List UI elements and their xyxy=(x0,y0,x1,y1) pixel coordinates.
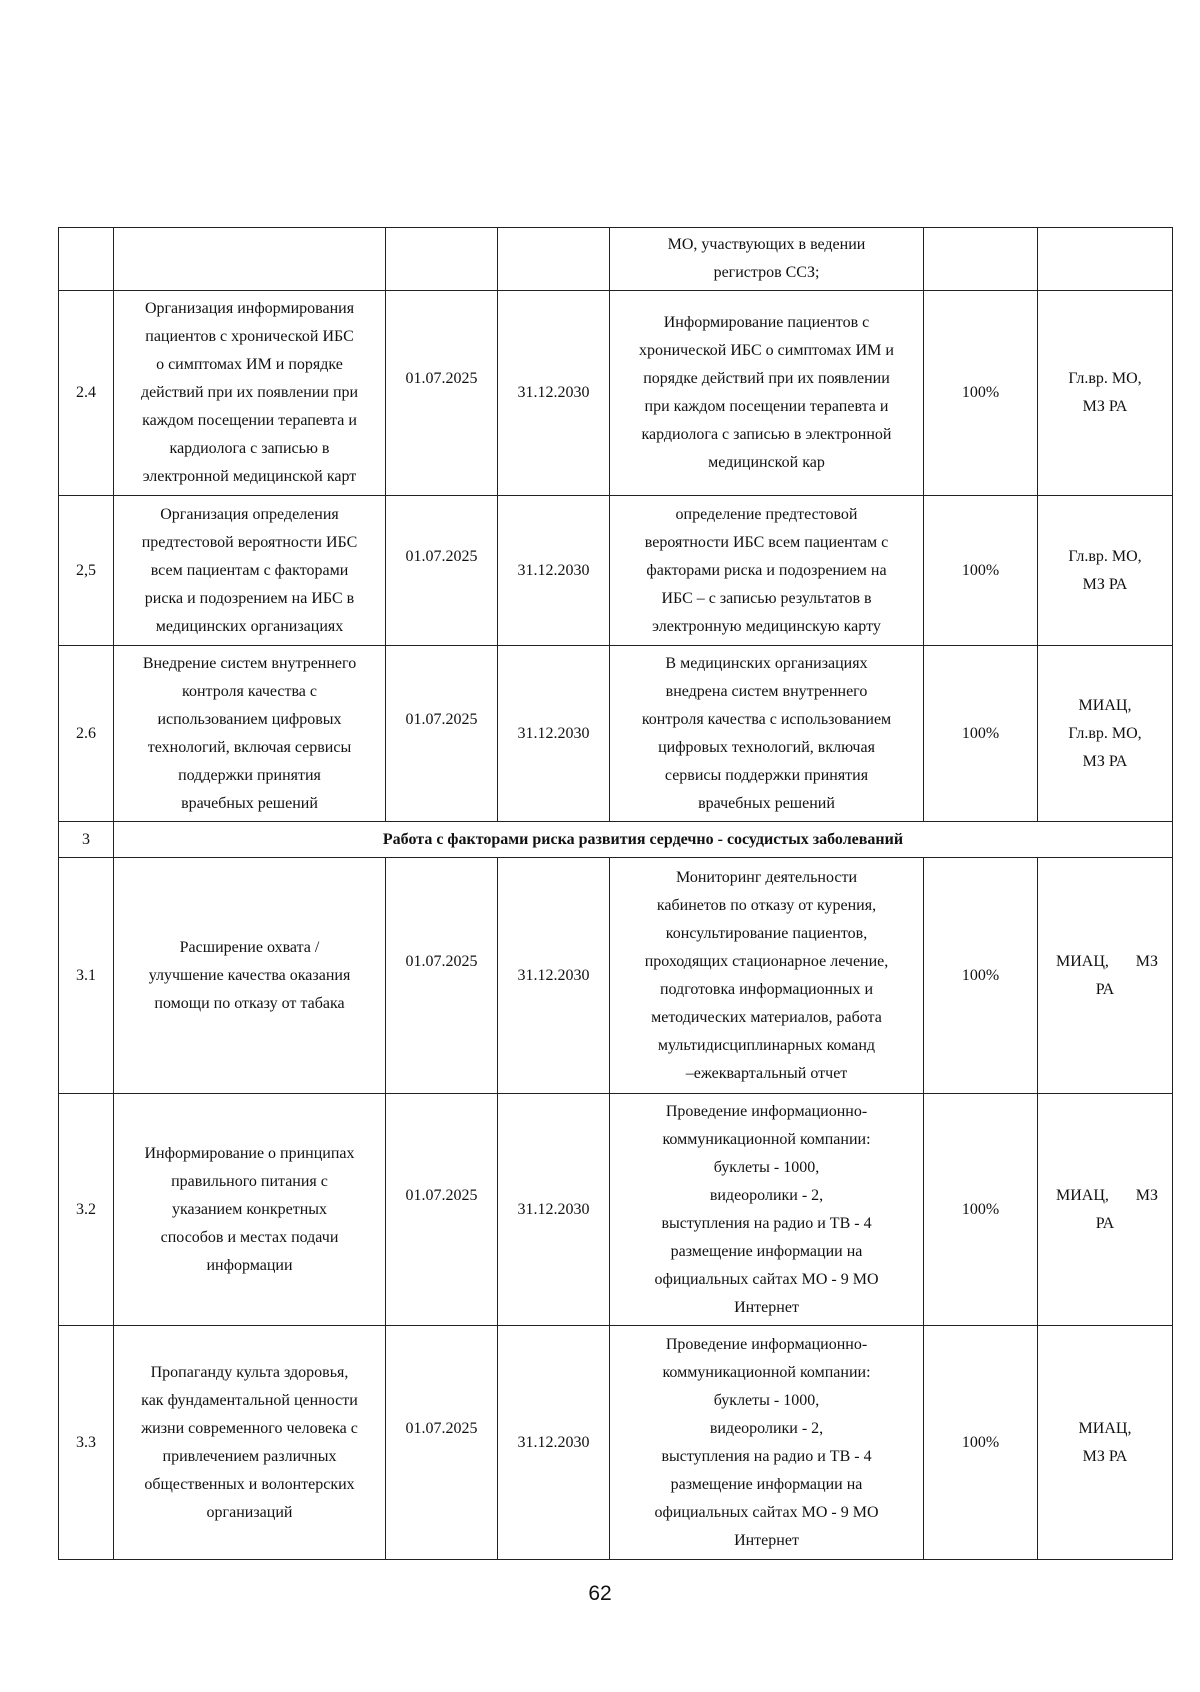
row-number: 2,5 xyxy=(59,496,114,646)
text-line: официальных сайтах МО - 9 МО xyxy=(654,1270,879,1288)
text-line: цифровых технологий, включая xyxy=(658,738,875,756)
table-row xyxy=(59,228,1173,291)
text-line: методических материалов, работа xyxy=(651,1008,882,1026)
result-cell xyxy=(610,496,924,646)
start-date: 01.07.2025 xyxy=(405,952,478,970)
text-line: каждом посещении терапевта и xyxy=(142,412,357,429)
text-line: Проведение информационно- xyxy=(665,1102,868,1120)
responsible-cell xyxy=(1038,291,1173,496)
text-line: коммуникационной компании: xyxy=(662,1130,871,1148)
text-line: МЗ РА xyxy=(1082,575,1128,593)
start-date-cell xyxy=(386,858,498,1094)
text-line: предтестовой вероятности ИБС xyxy=(141,533,358,551)
text-line: привлечением различных xyxy=(162,1447,337,1465)
start-date: 01.07.2025 xyxy=(405,547,478,565)
text-line: способов и местах подачи xyxy=(160,1228,339,1246)
row-number: 3.1 xyxy=(59,858,114,1094)
text-line: официальных сайтах МО - 9 МО xyxy=(654,1503,879,1521)
indicator-cell: 100% xyxy=(924,1094,1038,1326)
text-line: Гл.вр. МО, xyxy=(1068,370,1142,387)
text-line: Организация информирования xyxy=(144,300,355,317)
text-line: поддержки принятия xyxy=(178,766,321,784)
start-date-cell xyxy=(386,1326,498,1560)
text-line: Мониторинг деятельности xyxy=(675,868,857,886)
text-line: электронную медицинскую карту xyxy=(652,617,881,635)
start-date-cell xyxy=(386,646,498,822)
text-line: Гл.вр. МО, xyxy=(1068,724,1142,742)
text-line: кардиолога с записью в xyxy=(169,440,330,457)
result-cell xyxy=(610,291,924,496)
text-line: общественных и волонтерских xyxy=(144,1475,355,1493)
result-cell xyxy=(610,228,924,291)
text-line: буклеты - 1000, xyxy=(713,1158,820,1176)
text-line: буклеты - 1000, xyxy=(713,1391,820,1409)
text-line: Интернет xyxy=(734,1298,799,1316)
end-date-cell xyxy=(498,228,610,291)
text-line: Информирование о принципах xyxy=(144,1144,355,1162)
text-line: РА xyxy=(1095,980,1115,998)
text-line: организаций xyxy=(206,1503,293,1521)
text-line: В медицинских организациях xyxy=(665,654,868,672)
activity-cell xyxy=(114,646,386,822)
text-line: использованием цифровых xyxy=(157,710,342,728)
start-date: 01.07.2025 xyxy=(405,370,478,387)
text-line: помощи по отказу от табака xyxy=(154,994,345,1012)
text-line: медицинской кар xyxy=(708,454,825,471)
text-line: проходящих стационарное лечение, xyxy=(644,952,889,970)
result-cell xyxy=(610,1326,924,1560)
text-line: ИБС – с записью результатов в xyxy=(661,589,872,607)
section-row xyxy=(59,822,1173,858)
text-line: порядке действий при их появлении xyxy=(643,370,890,387)
text-line: определение предтестовой xyxy=(675,505,858,523)
end-date-cell: 31.12.2030 xyxy=(498,1326,610,1560)
text-line: сервисы поддержки принятия xyxy=(664,766,869,784)
responsible-org: МИАЦ, xyxy=(1056,952,1109,970)
text-line: вероятности ИБС всем пациентам с xyxy=(644,533,889,551)
responsible-org: МИАЦ, xyxy=(1056,1186,1109,1204)
responsible-org: МЗ xyxy=(1135,952,1158,970)
table-row xyxy=(59,858,1173,1094)
start-date-cell xyxy=(386,291,498,496)
start-date: 01.07.2025 xyxy=(405,1419,478,1437)
text-line: врачебных решений xyxy=(698,794,835,812)
text-line: Внедрение систем внутреннего xyxy=(142,654,357,672)
text-line: действий при их появлении при xyxy=(140,384,359,401)
text-line: консультирование пациентов, xyxy=(665,924,868,942)
row-number: 3.2 xyxy=(59,1094,114,1326)
text-line: видеоролики - 2, xyxy=(709,1186,824,1204)
text-line: коммуникационной компании: xyxy=(662,1363,871,1381)
row-number: 2.6 xyxy=(59,646,114,822)
row-number xyxy=(59,228,114,291)
text-line: регистров ССЗ; xyxy=(713,264,820,281)
text-line: подготовка информационных и xyxy=(659,980,874,998)
responsible-cell xyxy=(1038,496,1173,646)
end-date-cell: 31.12.2030 xyxy=(498,291,610,496)
text-line: Информирование пациентов с xyxy=(663,314,870,331)
text-line: при каждом посещении терапевта и xyxy=(644,398,889,415)
text-line: Организация определения xyxy=(160,505,339,523)
text-line: Интернет xyxy=(734,1531,799,1549)
text-line: врачебных решений xyxy=(181,794,318,812)
activity-cell xyxy=(114,496,386,646)
end-date-cell: 31.12.2030 xyxy=(498,1094,610,1326)
activity-cell xyxy=(114,1094,386,1326)
text-line: о симптомах ИМ и порядке xyxy=(156,356,343,373)
text-line: кабинетов по отказу от курения, xyxy=(656,896,877,914)
responsible-line xyxy=(1044,1182,1166,1210)
section-title: Работа с факторами риска развития сердечно - сосудистых заболеваний xyxy=(114,822,1173,858)
table-row xyxy=(59,1326,1173,1560)
text-line: жизни современного человека с xyxy=(141,1419,358,1437)
activity-cell xyxy=(114,1326,386,1560)
indicator-cell: 100% xyxy=(924,496,1038,646)
indicator-cell: 100% xyxy=(924,1326,1038,1560)
section-number: 3 xyxy=(59,822,114,858)
text-line: технологий, включая сервисы xyxy=(147,738,352,756)
text-line: МИАЦ, xyxy=(1078,696,1132,714)
indicator-cell xyxy=(924,228,1038,291)
text-line: –ежеквартальный отчет xyxy=(685,1064,848,1082)
text-line: как фундаментальной ценности xyxy=(141,1391,358,1409)
activity-cell xyxy=(114,291,386,496)
text-line: электронной медицинской карт xyxy=(142,468,357,485)
text-line: риска и подозрением на ИБС в xyxy=(144,589,355,607)
indicator-cell: 100% xyxy=(924,291,1038,496)
responsible-line xyxy=(1044,948,1166,976)
text-line: Пропаганду культа здоровья, xyxy=(150,1363,349,1381)
start-date: 01.07.2025 xyxy=(405,710,478,728)
responsible-cell xyxy=(1038,1326,1173,1560)
text-line: кардиолога с записью в электронной xyxy=(641,426,892,443)
text-line: МЗ РА xyxy=(1082,1447,1128,1465)
activity-cell xyxy=(114,228,386,291)
table-row xyxy=(59,496,1173,646)
activity-plan-table xyxy=(58,227,1173,1560)
start-date-cell xyxy=(386,228,498,291)
responsible-cell xyxy=(1038,1094,1173,1326)
text-line: улучшение качества оказания xyxy=(148,966,351,984)
end-date-cell: 31.12.2030 xyxy=(498,646,610,822)
text-line: всем пациентам с факторами xyxy=(150,561,349,579)
text-line: Расширение охвата / xyxy=(179,938,320,956)
text-line: мультидисциплинарных команд xyxy=(657,1036,876,1054)
activity-cell xyxy=(114,858,386,1094)
text-line: размещение информации на xyxy=(670,1242,863,1260)
text-line: МО, участвующих в ведении xyxy=(667,236,866,253)
responsible-cell xyxy=(1038,858,1173,1094)
responsible-cell xyxy=(1038,228,1173,291)
text-line: указанием конкретных xyxy=(171,1200,328,1218)
text-line: информации xyxy=(206,1256,293,1274)
text-line: контроля качества с xyxy=(181,682,318,700)
table-row xyxy=(59,1094,1173,1326)
text-line: видеоролики - 2, xyxy=(709,1419,824,1437)
text-line: Проведение информационно- xyxy=(665,1335,868,1353)
start-date-cell xyxy=(386,1094,498,1326)
text-line: МЗ РА xyxy=(1082,398,1128,415)
text-line: МИАЦ, xyxy=(1078,1419,1132,1437)
text-line: МЗ РА xyxy=(1082,752,1128,770)
text-line: факторами риска и подозрением на xyxy=(646,561,887,579)
responsible-org: МЗ xyxy=(1135,1186,1158,1204)
page-number: 62 xyxy=(588,1582,612,1605)
text-line: выступления на радио и ТВ - 4 xyxy=(661,1447,872,1465)
row-number: 2.4 xyxy=(59,291,114,496)
text-line: внедрена систем внутреннего xyxy=(665,682,868,700)
indicator-cell: 100% xyxy=(924,858,1038,1094)
start-date-cell xyxy=(386,496,498,646)
end-date-cell: 31.12.2030 xyxy=(498,858,610,1094)
text-line: Гл.вр. МО, xyxy=(1068,547,1142,565)
text-line: РА xyxy=(1095,1214,1115,1232)
indicator-cell: 100% xyxy=(924,646,1038,822)
start-date: 01.07.2025 xyxy=(405,1186,478,1204)
text-line: правильного питания с xyxy=(171,1172,328,1190)
text-line: пациентов с хронической ИБС xyxy=(145,328,354,345)
text-line: хронической ИБС о симптомах ИМ и xyxy=(639,342,894,359)
result-cell xyxy=(610,1094,924,1326)
text-line: размещение информации на xyxy=(670,1475,863,1493)
responsible-cell xyxy=(1038,646,1173,822)
table-row xyxy=(59,291,1173,496)
result-cell xyxy=(610,858,924,1094)
text-line: выступления на радио и ТВ - 4 xyxy=(661,1214,872,1232)
end-date-cell: 31.12.2030 xyxy=(498,496,610,646)
text-line: медицинских организациях xyxy=(155,617,344,635)
text-line: контроля качества с использованием xyxy=(641,710,892,728)
result-cell xyxy=(610,646,924,822)
table-row xyxy=(59,646,1173,822)
row-number: 3.3 xyxy=(59,1326,114,1560)
